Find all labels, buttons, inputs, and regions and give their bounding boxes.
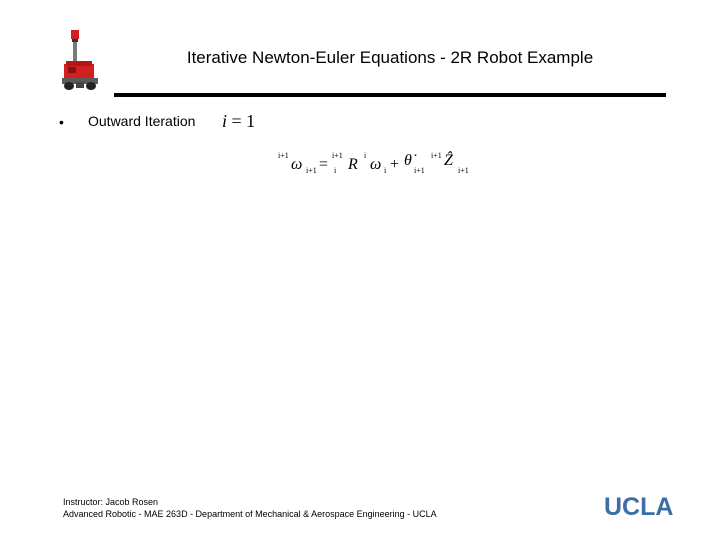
theta-dot: θ̇ [404, 152, 412, 169]
iteration-condition [222, 111, 255, 132]
plus-sign: + [390, 156, 400, 173]
condition-value: = 1 [227, 111, 256, 131]
bullet-marker: • [59, 114, 64, 130]
z-hat-superscript: i+1 [431, 151, 442, 160]
omega-lhs-subscript: i+1 [306, 166, 317, 175]
title-underline [114, 93, 666, 97]
footer-course: Advanced Robotic - MAE 263D - Department of Mechanical & Aerospace Engineering - UCLA [63, 509, 437, 519]
z-hat-subscript: i+1 [458, 166, 469, 175]
omega-lhs-superscript: i+1 [278, 151, 289, 160]
omega-rhs-superscript: i [364, 151, 367, 160]
omega-lhs: ω [291, 156, 303, 173]
slide-title: Iterative Newton-Euler Equations - 2R Robot Example [186, 48, 594, 67]
bullet-text: Outward Iteration [88, 113, 196, 129]
z-hat: Ẑ [444, 152, 453, 169]
rotation-subscript: i [334, 166, 337, 175]
rotation-matrix: R [348, 156, 358, 173]
angular-velocity-formula [278, 144, 478, 180]
footer [63, 496, 437, 520]
condition-variable: i [222, 111, 228, 131]
omega-rhs-subscript: i [384, 166, 387, 175]
theta-dot-subscript: i+1 [414, 166, 425, 175]
ucla-logo: UCLA [604, 493, 674, 521]
omega-rhs: ω [370, 156, 382, 173]
robot-icon [60, 28, 104, 94]
equals-sign: = [319, 156, 329, 173]
footer-instructor: Instructor: Jacob Rosen [63, 497, 159, 507]
rotation-superscript: i+1 [332, 151, 343, 160]
